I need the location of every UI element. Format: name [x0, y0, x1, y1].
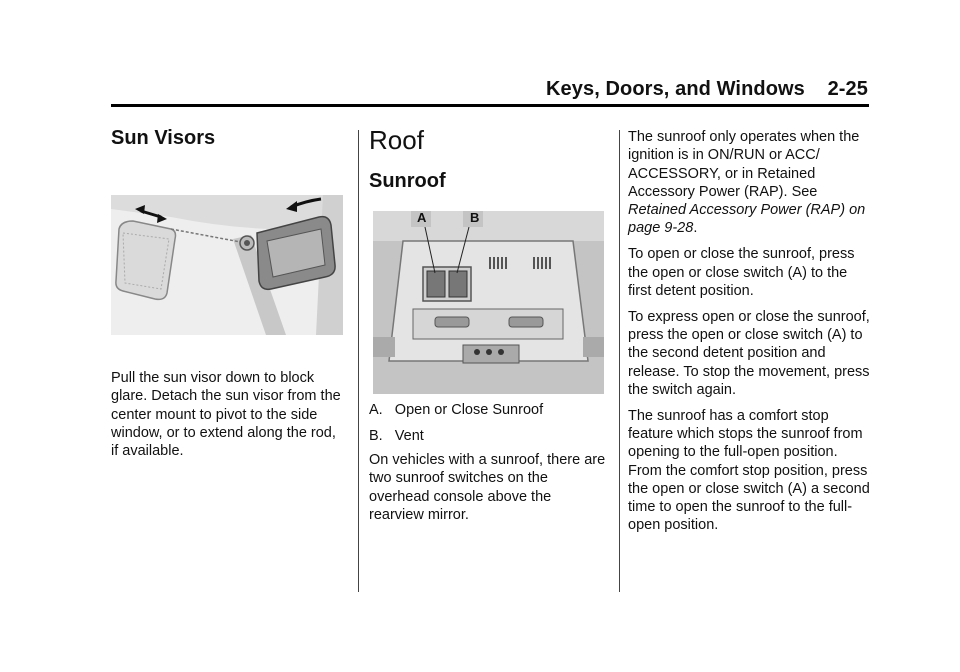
sunroof-intro: [369, 451, 606, 524]
legend-item-a: [369, 401, 543, 419]
header-rule: [111, 104, 869, 107]
figure-label-a: A: [417, 211, 427, 225]
sun-visors-body: [111, 369, 343, 460]
column-sun-visors: [111, 125, 343, 460]
sunroof-intro-paragraph: On vehicles with a sunroof, there are two sunroof switches on the overhead console above the rearview mirror.: [369, 452, 606, 523]
cross-reference-link[interactable]: Retained Accessory Power (RAP) on page 9-28: [628, 202, 866, 237]
figure-label-b: B: [470, 211, 480, 225]
column-roof: [369, 125, 606, 523]
sunroof-console-illustration: [373, 211, 604, 394]
legend-text: Open or Close Sunroof: [394, 402, 544, 418]
operation-paragraph-4: The sunroof has a comfort stop feature which stops the sunroof from opening to the full-open position. From the comfort stop position, press the open or close switch (A) a second time to open the sunroof to the full-open position.: [628, 407, 870, 534]
legend-key: A.: [369, 402, 383, 418]
operation-text: The sunroof only operates when the ignition is in ON/RUN or ACC/ ACCESSORY, or in Retained Accessory Power (RAP). See: [628, 129, 860, 200]
operation-paragraph-3: To express open or close the sunroof, press the open or close switch (A) to the second detent position and release. To stop the movement, press the switch again.: [628, 308, 870, 398]
sun-visors-paragraph: Pull the sun visor down to block glare. Detach the sun visor from the center mount to pivot to the side window, or to extend along the rod, if available.: [111, 370, 341, 460]
punctuation: .: [693, 220, 698, 237]
legend-key: B.: [369, 428, 383, 444]
column-divider: [358, 130, 359, 592]
sun-visors-heading: Sun Visors: [111, 127, 216, 149]
page-header: [0, 0, 960, 110]
header-title: Keys, Doors, and Windows: [545, 78, 805, 100]
roof-heading: Roof: [369, 125, 424, 155]
column-sunroof-operation: [628, 128, 874, 542]
running-header: [546, 78, 868, 101]
legend-item-b: [369, 427, 424, 445]
sunroof-heading: Sunroof: [369, 170, 446, 192]
legend-text: Vent: [394, 428, 424, 444]
operation-paragraph-1: [628, 128, 874, 238]
page-number: 2-25: [827, 78, 868, 100]
operation-paragraph-2: To open or close the sunroof, press the open or close switch (A) to the first detent position.: [628, 246, 855, 299]
column-divider: [619, 130, 620, 592]
sun-visor-illustration: [111, 195, 343, 335]
